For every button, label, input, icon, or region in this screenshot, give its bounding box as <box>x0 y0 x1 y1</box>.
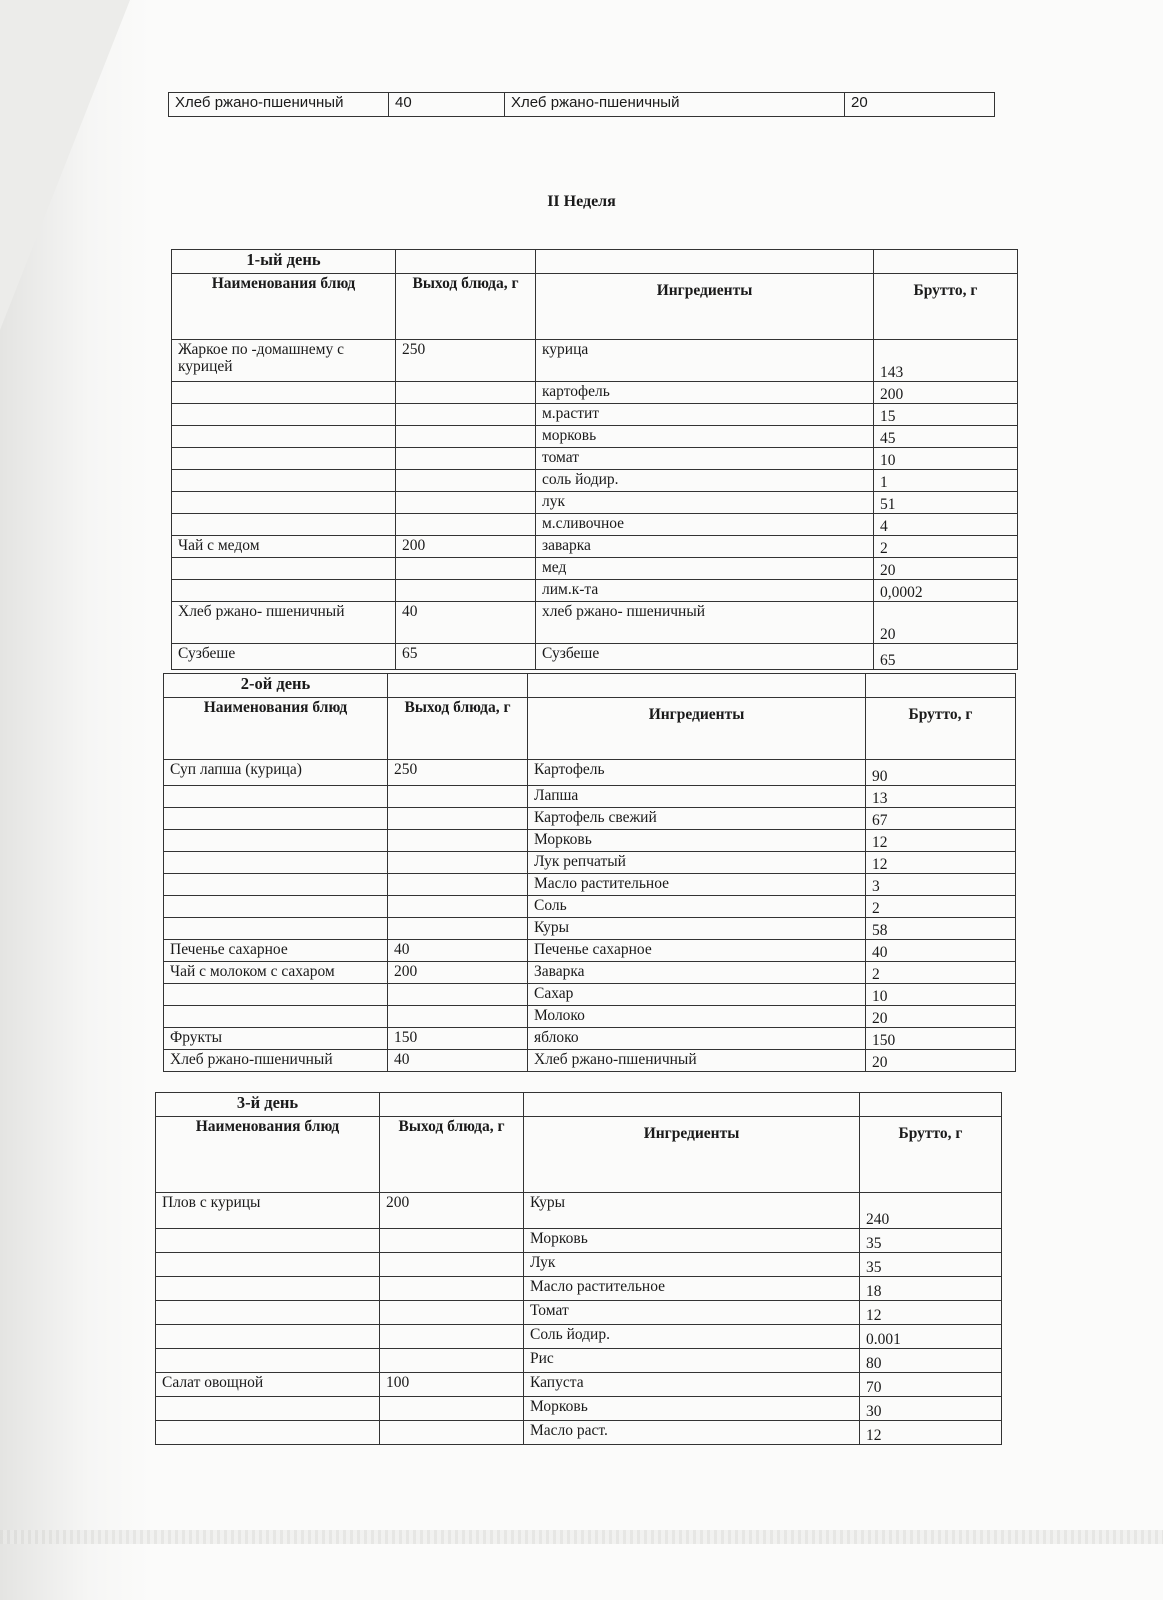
header-dish: Наименования блюд <box>156 1117 380 1193</box>
gross-cell: 200 <box>874 382 1018 404</box>
header-row <box>172 274 1018 340</box>
gross-cell: 80 <box>860 1349 1002 1373</box>
yield-cell <box>396 382 536 404</box>
gross-cell: 90 <box>866 760 1016 786</box>
dish-cell <box>164 874 388 896</box>
yield-cell: 40 <box>389 93 505 117</box>
yield-cell <box>396 404 536 426</box>
gross-cell: 70 <box>860 1373 1002 1397</box>
gross-cell: 4 <box>874 514 1018 536</box>
dish-cell: Печенье сахарное <box>164 940 388 962</box>
dish-cell <box>156 1421 380 1445</box>
empty-cell <box>388 674 528 698</box>
gross-cell: 0.001 <box>860 1325 1002 1349</box>
ingredient-cell: Капуста <box>524 1373 860 1397</box>
gross-cell: 12 <box>860 1421 1002 1445</box>
dish-cell: Жаркое по -домашнему с курицей <box>172 340 396 382</box>
empty-cell <box>860 1093 1002 1117</box>
yield-cell <box>380 1421 524 1445</box>
ingredient-cell: Морковь <box>528 830 866 852</box>
yield-cell: 65 <box>396 644 536 670</box>
header-ingredients: Ингредиенты <box>528 698 866 760</box>
dish-cell <box>164 1006 388 1028</box>
ingredient-cell: Сузбеше <box>536 644 874 670</box>
gross-cell: 51 <box>874 492 1018 514</box>
ingredient-cell: Лук репчатый <box>528 852 866 874</box>
yield-cell <box>388 830 528 852</box>
gross-cell: 35 <box>860 1229 1002 1253</box>
yield-cell: 200 <box>380 1193 524 1229</box>
table-row <box>172 426 1018 448</box>
ingredient-cell: Сахар <box>528 984 866 1006</box>
table-row <box>156 1301 1002 1325</box>
empty-cell <box>528 674 866 698</box>
ingredient-cell: Заварка <box>528 962 866 984</box>
ingredient-cell: Картофель <box>528 760 866 786</box>
dish-cell <box>172 404 396 426</box>
table-row <box>172 602 1018 644</box>
empty-cell <box>524 1093 860 1117</box>
day-title: 2-ой день <box>164 674 388 698</box>
empty-cell <box>874 250 1018 274</box>
dish-cell <box>156 1397 380 1421</box>
yield-cell <box>388 984 528 1006</box>
header-ingredients: Ингредиенты <box>524 1117 860 1193</box>
ingredient-cell: морковь <box>536 426 874 448</box>
gross-cell: 3 <box>866 874 1016 896</box>
table-row <box>164 830 1016 852</box>
day-title: 3-й день <box>156 1093 380 1117</box>
table-row <box>164 760 1016 786</box>
table-row <box>164 874 1016 896</box>
gross-cell: 1 <box>874 470 1018 492</box>
dish-cell: Хлеб ржано- пшеничный <box>172 602 396 644</box>
ingredient-cell: Картофель свежий <box>528 808 866 830</box>
gross-cell: 20 <box>845 93 995 117</box>
dish-cell <box>172 580 396 602</box>
yield-cell <box>396 426 536 448</box>
yield-cell <box>396 558 536 580</box>
ingredient-cell: Куры <box>528 918 866 940</box>
ingredient-cell: Масло раст. <box>524 1421 860 1445</box>
table-row <box>172 404 1018 426</box>
dish-cell <box>164 786 388 808</box>
ingredient-cell: лим.к-та <box>536 580 874 602</box>
yield-cell <box>388 808 528 830</box>
dish-cell <box>172 514 396 536</box>
table-row <box>156 1373 1002 1397</box>
dish-cell <box>156 1349 380 1373</box>
yield-cell <box>388 1006 528 1028</box>
dish-cell <box>156 1229 380 1253</box>
header-yield: Выход блюда, г <box>396 274 536 340</box>
yield-cell: 200 <box>396 536 536 558</box>
ingredient-cell: Куры <box>524 1193 860 1229</box>
table-row <box>172 644 1018 670</box>
ingredient-cell: Томат <box>524 1301 860 1325</box>
header-yield: Выход блюда, г <box>388 698 528 760</box>
yield-cell <box>388 918 528 940</box>
table-row <box>156 1349 1002 1373</box>
header-yield: Выход блюда, г <box>380 1117 524 1193</box>
table-row <box>164 984 1016 1006</box>
dish-cell <box>164 830 388 852</box>
ingredient-cell: заварка <box>536 536 874 558</box>
gross-cell: 20 <box>866 1006 1016 1028</box>
yield-cell: 250 <box>396 340 536 382</box>
yield-cell: 100 <box>380 1373 524 1397</box>
dish-cell <box>164 984 388 1006</box>
day-menu-table <box>155 1092 1002 1445</box>
ingredient-cell: Соль йодир. <box>524 1325 860 1349</box>
gross-cell: 30 <box>860 1397 1002 1421</box>
table-row <box>156 1421 1002 1445</box>
yield-cell <box>380 1229 524 1253</box>
table-row <box>156 1253 1002 1277</box>
empty-cell <box>536 250 874 274</box>
ingredient-cell: лук <box>536 492 874 514</box>
ingredient-cell: Молоко <box>528 1006 866 1028</box>
yield-cell: 40 <box>388 1050 528 1072</box>
table-row <box>156 1325 1002 1349</box>
table-row <box>164 808 1016 830</box>
table-row <box>172 382 1018 404</box>
table-row <box>172 558 1018 580</box>
yield-cell <box>388 874 528 896</box>
gross-cell: 10 <box>874 448 1018 470</box>
dish-cell: Чай с молоком с сахаром <box>164 962 388 984</box>
ingredient-cell: картофель <box>536 382 874 404</box>
dish-cell: Фрукты <box>164 1028 388 1050</box>
day-title-row <box>172 250 1018 274</box>
table-row <box>164 962 1016 984</box>
gross-cell: 12 <box>866 852 1016 874</box>
day-menu-table <box>171 249 1018 670</box>
dish-cell: Суп лапша (курица) <box>164 760 388 786</box>
ingredient-cell: Лапша <box>528 786 866 808</box>
header-row <box>156 1117 1002 1193</box>
dish-cell: Хлеб ржано-пшеничный <box>164 1050 388 1072</box>
table-row <box>164 1006 1016 1028</box>
gross-cell: 240 <box>860 1193 1002 1229</box>
header-dish: Наименования блюд <box>172 274 396 340</box>
ingredient-cell: Масло растительное <box>528 874 866 896</box>
yield-cell <box>380 1253 524 1277</box>
previous-week-tail-table <box>168 92 995 117</box>
table-row <box>172 580 1018 602</box>
gross-cell: 10 <box>866 984 1016 1006</box>
ingredient-cell: хлеб ржано- пшеничный <box>536 602 874 644</box>
table-row <box>169 93 995 117</box>
dish-cell <box>172 448 396 470</box>
ingredient-cell: м.растит <box>536 404 874 426</box>
ingredient-cell: Соль <box>528 896 866 918</box>
ingredient-cell: Лук <box>524 1253 860 1277</box>
ingredient-cell: мед <box>536 558 874 580</box>
table-row <box>172 470 1018 492</box>
day-title: 1-ый день <box>172 250 396 274</box>
ingredient-cell: яблоко <box>528 1028 866 1050</box>
table-row <box>156 1277 1002 1301</box>
empty-cell <box>396 250 536 274</box>
table-row <box>156 1193 1002 1229</box>
dish-cell <box>172 492 396 514</box>
yield-cell <box>380 1349 524 1373</box>
dish-cell <box>172 558 396 580</box>
header-gross: Брутто, г <box>860 1117 1002 1193</box>
gross-cell: 18 <box>860 1277 1002 1301</box>
table-row <box>172 536 1018 558</box>
yield-cell <box>396 448 536 470</box>
table-row <box>156 1229 1002 1253</box>
yield-cell <box>396 580 536 602</box>
scanner-edge-band <box>0 1530 1163 1544</box>
dish-cell: Плов с курицы <box>156 1193 380 1229</box>
table-row <box>164 786 1016 808</box>
dish-cell <box>156 1325 380 1349</box>
yield-cell <box>380 1277 524 1301</box>
table-row <box>164 940 1016 962</box>
ingredient-cell: Печенье сахарное <box>528 940 866 962</box>
table-row <box>172 514 1018 536</box>
ingredient-cell: курица <box>536 340 874 382</box>
gross-cell: 20 <box>874 602 1018 644</box>
dish-cell <box>172 470 396 492</box>
gross-cell: 150 <box>866 1028 1016 1050</box>
table-row <box>172 448 1018 470</box>
gross-cell: 143 <box>874 340 1018 382</box>
yield-cell <box>380 1397 524 1421</box>
table-row <box>172 340 1018 382</box>
dish-cell <box>164 808 388 830</box>
ingredient-cell: томат <box>536 448 874 470</box>
day-menu-table <box>163 673 1016 1072</box>
table-row <box>164 918 1016 940</box>
day-title-row <box>164 674 1016 698</box>
yield-cell: 40 <box>388 940 528 962</box>
ingredient-cell: соль йодир. <box>536 470 874 492</box>
gross-cell: 20 <box>866 1050 1016 1072</box>
header-row <box>164 698 1016 760</box>
ingredient-cell: Морковь <box>524 1397 860 1421</box>
ingredient-cell: Хлеб ржано-пшеничный <box>528 1050 866 1072</box>
dish-cell: Хлеб ржано-пшеничный <box>169 93 389 117</box>
ingredient-cell: Хлеб ржано-пшеничный <box>505 93 845 117</box>
ingredient-cell: Рис <box>524 1349 860 1373</box>
empty-cell <box>866 674 1016 698</box>
page-corner-fold <box>0 0 130 330</box>
gross-cell: 67 <box>866 808 1016 830</box>
week-title: II Неделя <box>547 193 616 210</box>
table-row <box>164 896 1016 918</box>
gross-cell: 20 <box>874 558 1018 580</box>
gross-cell: 0,0002 <box>874 580 1018 602</box>
gross-cell: 40 <box>866 940 1016 962</box>
dish-cell <box>156 1301 380 1325</box>
gross-cell: 2 <box>866 896 1016 918</box>
yield-cell <box>396 492 536 514</box>
dish-cell: Салат овощной <box>156 1373 380 1397</box>
table-row <box>172 492 1018 514</box>
dish-cell <box>164 896 388 918</box>
gross-cell: 35 <box>860 1253 1002 1277</box>
gross-cell: 58 <box>866 918 1016 940</box>
ingredient-cell: Масло растительное <box>524 1277 860 1301</box>
dish-cell <box>156 1253 380 1277</box>
gross-cell: 2 <box>874 536 1018 558</box>
dish-cell: Чай с медом <box>172 536 396 558</box>
header-ingredients: Ингредиенты <box>536 274 874 340</box>
yield-cell <box>396 470 536 492</box>
header-gross: Брутто, г <box>866 698 1016 760</box>
header-gross: Брутто, г <box>874 274 1018 340</box>
yield-cell <box>388 786 528 808</box>
yield-cell <box>380 1301 524 1325</box>
dish-cell <box>164 852 388 874</box>
gross-cell: 65 <box>874 644 1018 670</box>
yield-cell: 40 <box>396 602 536 644</box>
table-row <box>164 1028 1016 1050</box>
table-row <box>164 852 1016 874</box>
yield-cell: 150 <box>388 1028 528 1050</box>
yield-cell <box>388 852 528 874</box>
yield-cell <box>388 896 528 918</box>
ingredient-cell: Морковь <box>524 1229 860 1253</box>
dish-cell <box>172 382 396 404</box>
gross-cell: 12 <box>860 1301 1002 1325</box>
dish-cell <box>164 918 388 940</box>
yield-cell <box>396 514 536 536</box>
header-dish: Наименования блюд <box>164 698 388 760</box>
yield-cell: 200 <box>388 962 528 984</box>
empty-cell <box>380 1093 524 1117</box>
gross-cell: 12 <box>866 830 1016 852</box>
yield-cell: 250 <box>388 760 528 786</box>
dish-cell <box>172 426 396 448</box>
gross-cell: 2 <box>866 962 1016 984</box>
table-row <box>156 1397 1002 1421</box>
gross-cell: 45 <box>874 426 1018 448</box>
yield-cell <box>380 1325 524 1349</box>
gross-cell: 13 <box>866 786 1016 808</box>
ingredient-cell: м.сливочное <box>536 514 874 536</box>
dish-cell: Сузбеше <box>172 644 396 670</box>
dish-cell <box>156 1277 380 1301</box>
day-title-row <box>156 1093 1002 1117</box>
gross-cell: 15 <box>874 404 1018 426</box>
table-row <box>164 1050 1016 1072</box>
